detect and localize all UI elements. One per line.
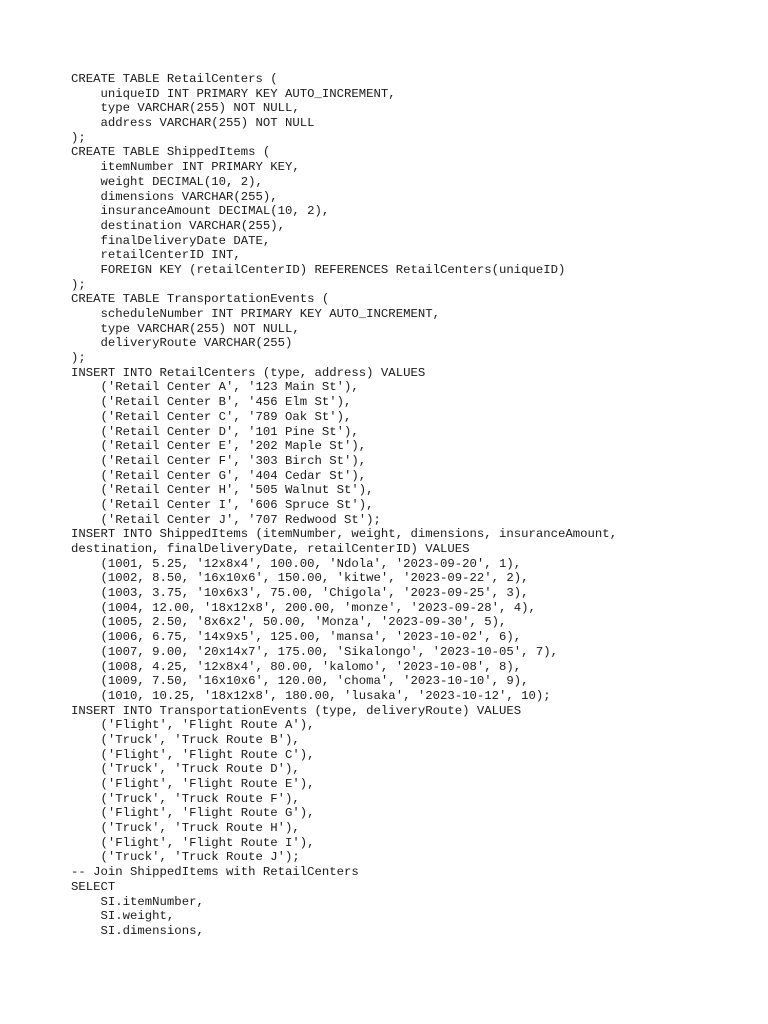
code-line: insuranceAmount DECIMAL(10, 2), — [71, 204, 330, 219]
code-line: (1002, 8.50, '16x10x6', 150.00, 'kitwe', '2023-09-22', 2), — [71, 571, 529, 586]
code-line: address VARCHAR(255) NOT NULL — [71, 116, 315, 131]
code-line: type VARCHAR(255) NOT NULL, — [71, 321, 300, 336]
code-line: type VARCHAR(255) NOT NULL, — [71, 101, 300, 116]
code-line: INSERT INTO TransportationEvents (type, deliveryRoute) VALUES — [71, 703, 522, 718]
code-line: ('Flight', 'Flight Route C'), — [71, 747, 315, 762]
code-line: (1005, 2.50, '8x6x2', 50.00, 'Monza', '2023-09-30', 5), — [71, 615, 507, 630]
code-line: ('Retail Center J', '707 Redwood St'); — [71, 512, 381, 527]
code-line: (1004, 12.00, '18x12x8', 200.00, 'monze', '2023-09-28', 4), — [71, 600, 536, 615]
code-line: CREATE TABLE ShippedItems ( — [71, 145, 271, 160]
code-line: (1010, 10.25, '18x12x8', 180.00, 'lusaka', '2023-10-12', 10); — [71, 688, 551, 703]
code-line: SI.itemNumber, — [71, 894, 204, 909]
code-line: (1003, 3.75, '10x6x3', 75.00, 'Chigola', '2023-09-25', 3), — [71, 586, 529, 601]
code-line: ('Retail Center H', '505 Walnut St'), — [71, 483, 374, 498]
code-line: ('Flight', 'Flight Route I'), — [71, 835, 315, 850]
code-line: INSERT INTO RetailCenters (type, address) VALUES — [71, 365, 426, 380]
code-line: uniqueID INT PRIMARY KEY AUTO_INCREMENT, — [71, 86, 396, 101]
code-line: ('Flight', 'Flight Route E'), — [71, 777, 315, 791]
code-line: ('Truck', 'Truck Route B'), — [71, 732, 300, 747]
code-line: ('Retail Center I', '606 Spruce St'), — [71, 497, 374, 512]
code-line: ('Truck', 'Truck Route H'), — [71, 821, 300, 836]
code-line: ('Retail Center B', '456 Elm St'), — [71, 395, 352, 410]
code-line: -- Join ShippedItems with RetailCenters — [71, 865, 359, 880]
code-line: ('Truck', 'Truck Route J'); — [71, 850, 300, 865]
code-line: ); — [71, 130, 86, 145]
code-line: (1009, 7.50, '16x10x6', 120.00, 'choma', '2023-10-10', 9), — [71, 674, 529, 689]
code-line: ('Flight', 'Flight Route A'), — [71, 718, 315, 733]
code-line: (1006, 6.75, '14x9x5', 125.00, 'mansa', '2023-10-02', 6), — [71, 630, 522, 645]
code-line: ('Retail Center A', '123 Main St'), — [71, 380, 359, 395]
sql-code-block — [71, 72, 617, 939]
code-line: INSERT INTO ShippedItems (itemNumber, weight, dimensions, insuranceAmount, — [71, 527, 618, 542]
code-line: SELECT — [71, 879, 116, 894]
code-line: deliveryRoute VARCHAR(255) — [71, 336, 293, 351]
code-line: ('Retail Center D', '101 Pine St'), — [71, 424, 359, 439]
code-line: ('Truck', 'Truck Route D'), — [71, 762, 300, 777]
code-line: SI.weight, — [71, 909, 175, 924]
code-line: (1001, 5.25, '12x8x4', 100.00, 'Ndola', '2023-09-20', 1), — [71, 556, 522, 571]
code-line: SI.dimensions, — [71, 923, 204, 938]
code-line: CREATE TABLE TransportationEvents ( — [71, 292, 330, 307]
code-line: retailCenterID INT, — [71, 248, 241, 263]
code-line: weight DECIMAL(10, 2), — [71, 174, 263, 189]
code-line: CREATE TABLE RetailCenters ( — [71, 72, 278, 86]
code-line: (1007, 9.00, '20x14x7', 175.00, 'Sikalongo', '2023-10-05', 7), — [71, 644, 559, 659]
code-line: ('Retail Center G', '404 Cedar St'), — [71, 468, 367, 483]
code-line: destination, finalDeliveryDate, retailCenterID) VALUES — [71, 542, 470, 556]
code-line: itemNumber INT PRIMARY KEY, — [71, 160, 300, 175]
code-line: ); — [71, 351, 86, 366]
code-line: ('Truck', 'Truck Route F'), — [71, 791, 300, 806]
code-line: ('Retail Center C', '789 Oak St'), — [71, 409, 352, 424]
code-line: ('Retail Center F', '303 Birch St'), — [71, 453, 367, 468]
code-line: ('Flight', 'Flight Route G'), — [71, 806, 315, 821]
code-line: FOREIGN KEY (retailCenterID) REFERENCES RetailCenters(uniqueID) — [71, 262, 566, 277]
code-line: dimensions VARCHAR(255), — [71, 189, 278, 204]
code-line: finalDeliveryDate DATE, — [71, 233, 271, 248]
code-line: ); — [71, 277, 86, 292]
code-line: destination VARCHAR(255), — [71, 218, 286, 233]
code-line: (1008, 4.25, '12x8x4', 80.00, 'kalomo', '2023-10-08', 8), — [71, 659, 522, 674]
code-line: scheduleNumber INT PRIMARY KEY AUTO_INCREMENT, — [71, 307, 440, 321]
code-line: ('Retail Center E', '202 Maple St'), — [71, 439, 367, 454]
